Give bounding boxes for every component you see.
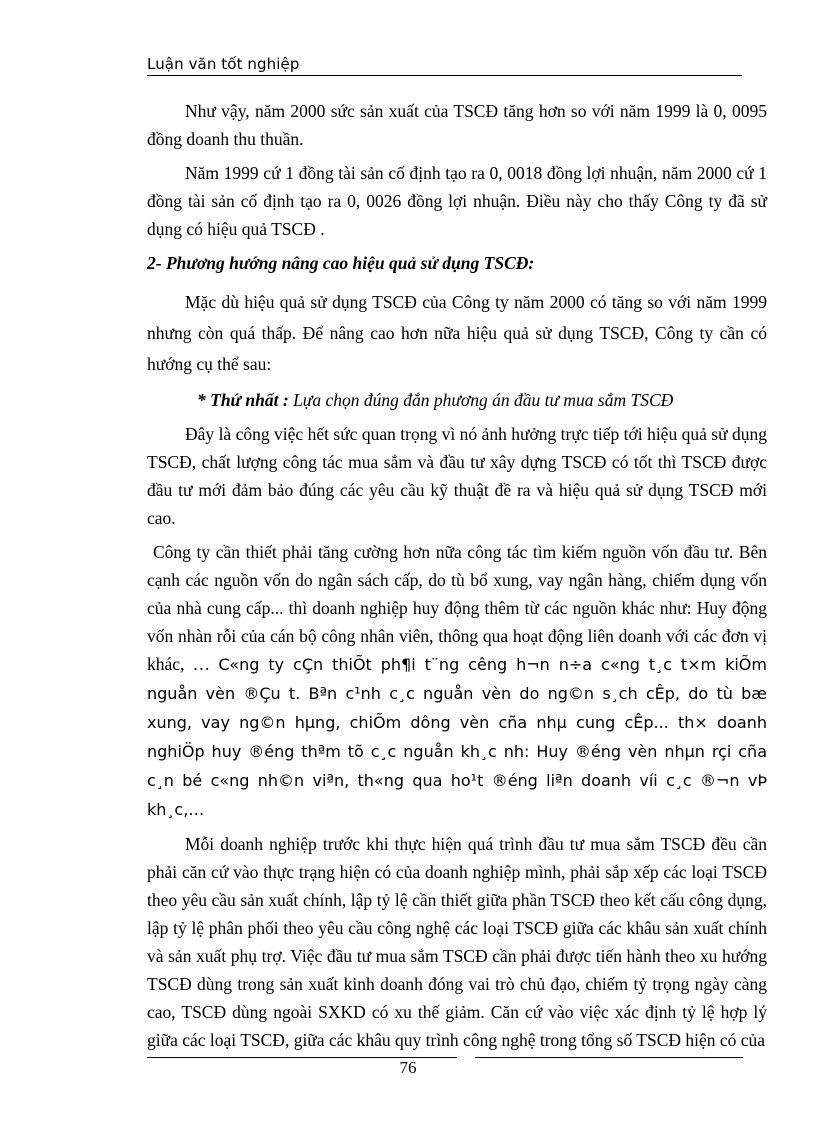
subheading-label: * Thứ nhất :	[197, 390, 289, 410]
paragraph-6: Mỗi doanh nghiệp trước khi thực hiện quá trình đầu tư mua sắm TSCĐ đều cần phải căn cứ vào thực trạng hiện có của doanh nghiệp mình, phải sắp xếp các loại TSCĐ theo yêu cầu sản xuất chính, lập tỷ lệ cần thiết giữa phần TSCĐ theo kết cấu công dụng, lập tỷ lệ phân phối theo yêu cầu công nghệ các loại TSCĐ giữa các khâu sản xuất chính và sản xuất phụ trợ. Việc đầu tư mua sắm TSCĐ cần phải được tiến hành theo xu hướng TSCĐ dùng trong sản xuất kinh doanh đóng vai trò chủ đạo, chiếm tỷ trọng ngày càng cao, TSCĐ dùng ngoài SXKD có xu thế giảm. Căn cứ vào việc xác định tỷ lệ hợp lý giữa các loại TSCĐ, giữa các khâu quy trình công nghệ trong tổng số TSCĐ hiện có của	[147, 834, 767, 1050]
page-number: 76	[399, 1058, 417, 1077]
section-heading: 2- Phương hướng nâng cao hiệu quả sử dụng TSCĐ:	[147, 253, 535, 273]
paragraph-4: Đây là công việc hết sức quan trọng vì nó ảnh hưởng trực tiếp tới hiệu quả sử dụng TSCĐ, chất lượng công tác mua sắm và đầu tư xây dựng TSCĐ có tốt thì TSCĐ được đầu tư mới đảm bảo đúng các yêu cầu kỹ thuật đề ra và hiệu quả sử dụng TSCĐ mới cao.	[147, 424, 767, 528]
header-title: Luận văn tốt nghiệp	[147, 55, 300, 73]
paragraph-1: Như vậy, năm 2000 sức sản xuất của TSCĐ tăng hơn so với năm 1999 là 0, 0095 đồng doanh thu thuần.	[147, 101, 767, 149]
paragraph-5	[147, 538, 767, 824]
paragraph-5-garbled-text: C«ng ty cÇn thiÕt ph¶i t¨ng cêng h¬n n÷a c«ng t¸c t×m kiÕm nguån vèn ®Çu t. Bªn c¹nh c¸c nguån vèn do ng©n s¸ch cÊp, do tù bæ xung, vay ng©n hµng, chiÕm dông vèn cña nhµ cung cÊp... th× doanh nghiÖp huy ®éng thªm tõ c¸c nguån kh¸c nh: Huy ®éng vèn nhµn rçi cña c¸n bé c«ng nh©n viªn, th«ng qua ho¹t ®éng liªn doanh víi c¸c ®¬n vÞ kh¸c,…	[147, 655, 767, 819]
paragraph-2: Năm 1999 cứ 1 đồng tài sản cố định tạo ra 0, 0018 đồng lợi nhuận, năm 2000 cứ 1 đồng tài sản cố định tạo ra 0, 0026 đồng lợi nhuận. Điều này cho thấy Công ty đã sử dụng có hiệu quả TSCĐ .	[147, 163, 767, 239]
paragraph-3: Mặc dù hiệu quả sử dụng TSCĐ của Công ty năm 2000 có tăng so với năm 1999 nhưng còn quá thấp. Để nâng cao hơn nữa hiệu quả sử dụng TSCĐ, Công ty cần có hướng cụ thể sau:	[147, 292, 767, 374]
page-header	[147, 55, 742, 76]
paragraph-5-text: Công ty cần thiết phải tăng cường hơn nữa công tác tìm kiếm nguồn vốn đầu tư. Bên cạnh các nguồn vốn do ngân sách cấp, do tù bổ xung, vay ngân hàng, chiếm dụng vốn của nhà cung cấp... thì doanh nghiệp huy động thêm từ các nguồn khác như: Huy động vốn nhàn rỗi của cán bộ công nhân viên, thông qua hoạt động liên doanh với các đơn vị khác, …	[147, 542, 767, 674]
page-body	[147, 97, 767, 1054]
subheading-text: Lựa chọn đúng đắn phương án đầu tư mua sắm TSCĐ	[293, 390, 674, 410]
subheading	[147, 386, 767, 414]
